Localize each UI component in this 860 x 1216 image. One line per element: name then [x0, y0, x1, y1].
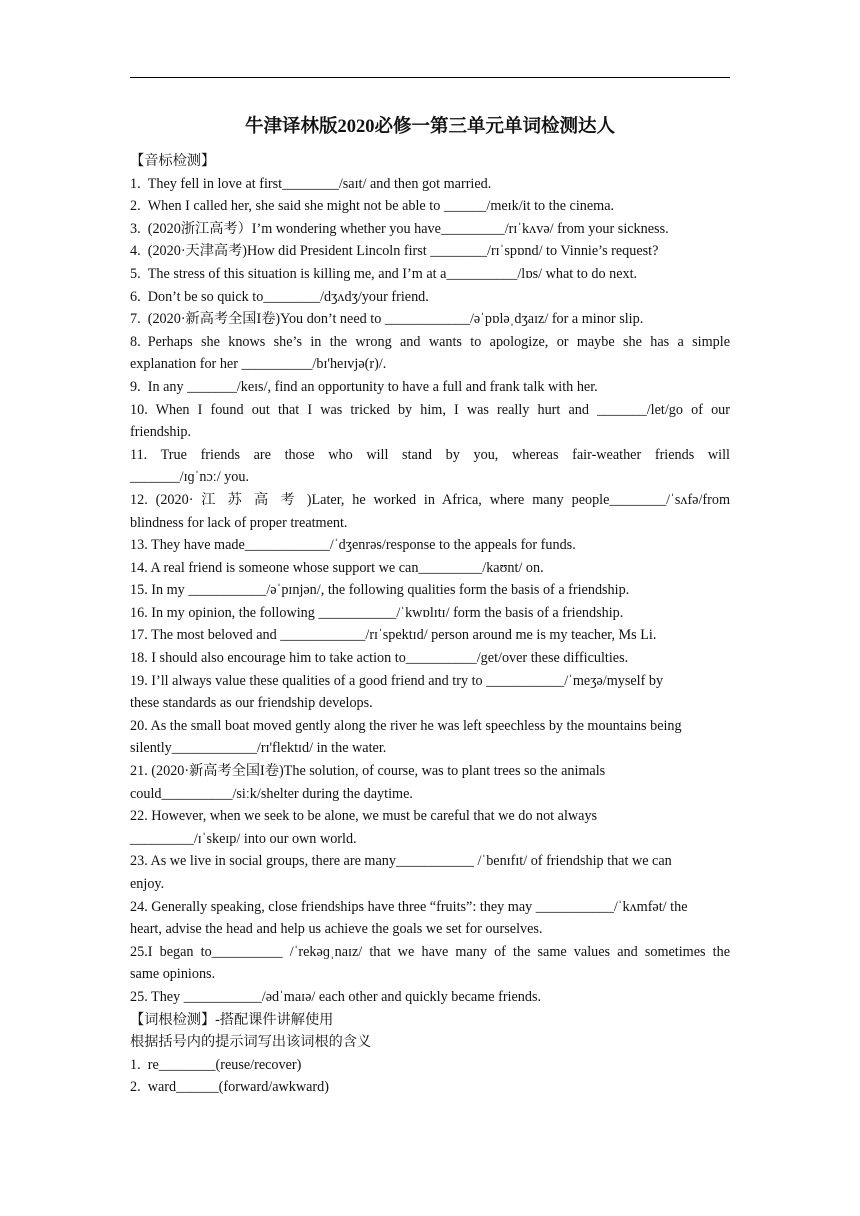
section-heading-phonetics: 【音标检测】	[130, 153, 216, 169]
page-title: 牛津译林版2020必修一第三单元单词检测达人	[244, 117, 615, 137]
exercise-line: 19. I’ll always value these qualities of a good friend and try to ___________/ˈmeʒə/myself by	[130, 672, 664, 689]
exercise-line: these standards as our friendship develops.	[130, 695, 373, 712]
exercise-line: could__________/siːk/shelter during the daytime.	[130, 785, 413, 802]
exercise-line: _______/ɪɡˈnɔː/ you.	[130, 469, 250, 486]
exercise-line: 16. In my opinion, the following ___________/ˈkwɒlɪtɪ/ form the basis of a friendship.	[130, 604, 624, 621]
exercise-line: 11. True friends are those who will stand by you, whereas fair-weather friends will	[130, 446, 730, 463]
exercise-line: 4. (2020·天津高考)How did President Lincoln first ________/rɪˈspɒnd/ to Vinnie’s request?	[130, 243, 659, 260]
exercise-line: 15. In my ___________/əˈpɪnjən/, the following qualities form the basis of a friendship.	[130, 582, 630, 599]
exercise-line: explanation for her __________/bɪ'heɪvjə(r)/.	[130, 356, 387, 373]
exercise-line: 13. They have made____________/ˈdʒenrəs/response to the appeals for funds.	[130, 537, 576, 554]
exercise-line: friendship.	[130, 424, 192, 441]
exercise-line: heart, advise the head and help us achieve the goals we set for ourselves.	[130, 921, 543, 938]
exercise-line: 5. The stress of this situation is killing me, and I’m at a__________/lɒs/ what to do next.	[130, 265, 638, 282]
exercise-line: 23. As we live in social groups, there are many___________ /ˈbenɪfɪt/ of friendship that we can	[130, 853, 672, 870]
exercise-line: 21. (2020·新高考全国I卷)The solution, of course, was to plant trees so the animals	[130, 763, 606, 780]
root-item: 1. re________(reuse/recover)	[130, 1056, 302, 1073]
exercise-line: silently____________/rɪ'flektɪd/ in the water.	[130, 740, 387, 757]
section-heading-roots: 【词根检测】-搭配课件讲解使用	[130, 1011, 334, 1028]
exercise-line: 24. Generally speaking, close friendships have three “fruits”: they may ___________/ˈkʌmfət/ the	[130, 898, 688, 915]
exercise-line: 1. They fell in love at first________/saɪt/ and then got married.	[130, 175, 492, 192]
exercise-line: 20. As the small boat moved gently along the river he was left speechless by the mountains being	[130, 717, 682, 734]
exercise-line: 12. (2020· 江 苏 高 考 )Later, he worked in Africa, where many people________/ˈsʌfə/from	[130, 491, 730, 508]
exercise-line: 10. When I found out that I was tricked by him, I was really hurt and _______/let/go of our	[130, 401, 730, 418]
exercise-line: 8. Perhaps she knows she’s in the wrong and wants to apologize, or maybe she has a simple	[130, 333, 730, 350]
header-rule	[130, 77, 730, 78]
exercise-line: 9. In any _______/keɪs/, find an opportunity to have a full and frank talk with her.	[130, 378, 598, 395]
exercise-line: 6. Don’t be so quick to________/dʒʌdʒ/your friend.	[130, 288, 429, 305]
root-item: 2. ward______(forward/awkward)	[130, 1079, 329, 1096]
exercise-line: 14. A real friend is someone whose support we can_________/kaʊnt/ on.	[130, 559, 544, 576]
section-instruction: 根据括号内的提示词写出该词根的含义	[130, 1034, 372, 1051]
exercise-line: 22. However, when we seek to be alone, we must be careful that we do not always	[130, 808, 598, 825]
exercise-line: 25.I began to__________ /ˈrekəɡˌnaɪz/ that we have many of the same values and sometimes the	[130, 943, 730, 960]
exercise-line: blindness for lack of proper treatment.	[130, 514, 348, 531]
exercise-line: enjoy.	[130, 876, 165, 892]
exercise-line: 18. I should also encourage him to take action to__________/get/over these difficulties.	[130, 650, 629, 667]
exercise-line: 2. When I called her, she said she might not be able to ______/meɪk/it to the cinema.	[130, 198, 615, 215]
exercise-line: 25. They ___________/ədˈmaɪə/ each other and quickly became friends.	[130, 988, 542, 1005]
exercise-line: same opinions.	[130, 966, 216, 983]
exercise-line: _________/ɪˈskeɪp/ into our own world.	[130, 830, 357, 847]
exercise-line: 3. (2020浙江高考）I’m wondering whether you have_________/rɪˈkʌvə/ from your sickness.	[130, 220, 669, 237]
exercise-line: 17. The most beloved and ____________/rɪˈspektɪd/ person around me is my teacher, Ms Li.	[130, 627, 657, 644]
exercise-line: 7. (2020·新高考全国I卷)You don’t need to ____________/əˈpɒləˌdʒaɪz/ for a minor slip.	[130, 311, 644, 328]
document-body	[130, 150, 730, 1099]
